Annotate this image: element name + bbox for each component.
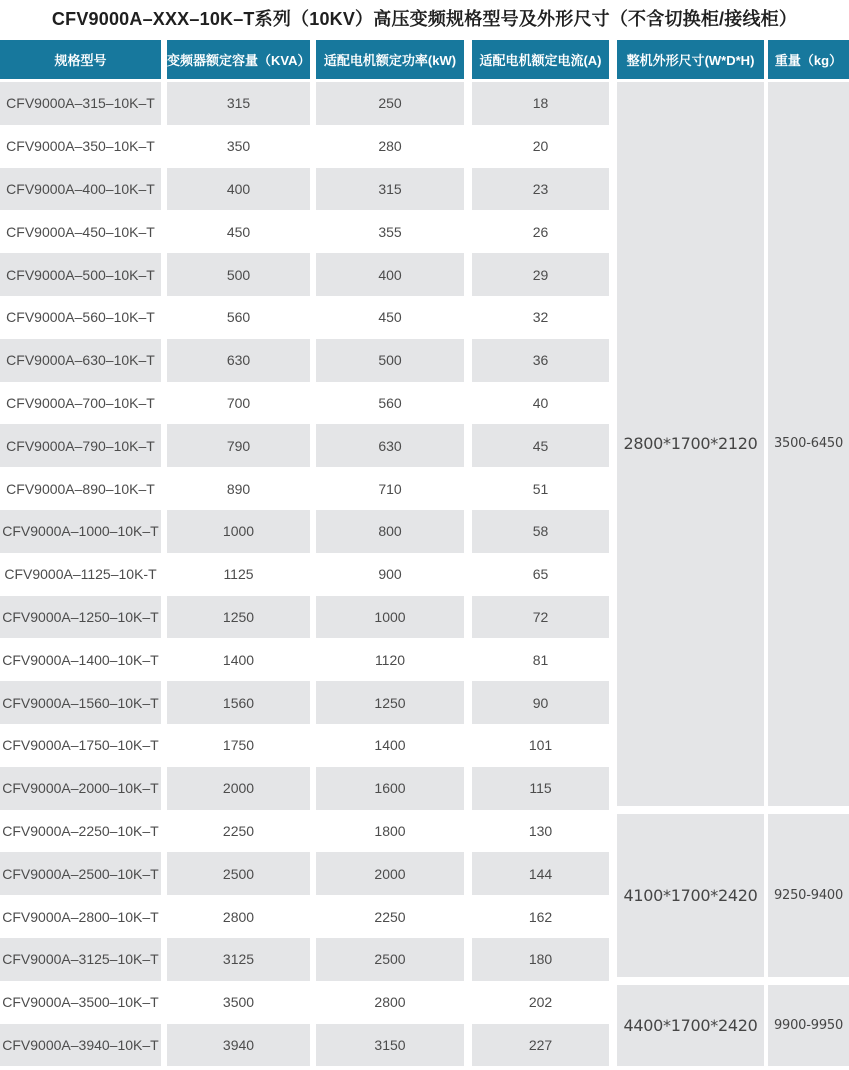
- model-cell: CFV9000A–2250–10K–T: [0, 810, 167, 853]
- power-cell: 1120: [316, 638, 472, 681]
- model-cell: CFV9000A–630–10K–T: [0, 339, 167, 382]
- capacity-cell: 2800: [167, 895, 316, 938]
- power-cell: 315: [316, 168, 472, 211]
- current-cell: 81: [472, 638, 617, 681]
- capacity-cell: 1750: [167, 724, 316, 767]
- model-cell: CFV9000A–500–10K–T: [0, 253, 167, 296]
- header-power: 适配电机额定功率(kW): [316, 40, 472, 82]
- power-cell: 3150: [316, 1024, 472, 1067]
- capacity-cell: 1250: [167, 596, 316, 639]
- capacity-cell: 700: [167, 382, 316, 425]
- model-cell: CFV9000A–790–10K–T: [0, 424, 167, 467]
- power-cell: 500: [316, 339, 472, 382]
- model-cell: CFV9000A–560–10K–T: [0, 296, 167, 339]
- capacity-cell: 3940: [167, 1024, 316, 1067]
- current-cell: 202: [472, 981, 617, 1024]
- current-cell: 115: [472, 767, 617, 810]
- model-cell: CFV9000A–350–10K–T: [0, 125, 167, 168]
- current-cell: 40: [472, 382, 617, 425]
- spec-table: [0, 40, 849, 1066]
- power-cell: 1800: [316, 810, 472, 853]
- power-cell: 900: [316, 553, 472, 596]
- power-cell: 630: [316, 424, 472, 467]
- weight-cell: 3500-6450: [768, 82, 849, 810]
- power-cell: 2500: [316, 938, 472, 981]
- current-cell: 51: [472, 467, 617, 510]
- capacity-cell: 2250: [167, 810, 316, 853]
- power-cell: 250: [316, 82, 472, 125]
- current-cell: 32: [472, 296, 617, 339]
- dimensions-cell: 4100*1700*2420: [617, 810, 768, 981]
- capacity-cell: 1560: [167, 681, 316, 724]
- dimensions-cell: 2800*1700*2120: [617, 82, 768, 810]
- model-cell: CFV9000A–450–10K–T: [0, 210, 167, 253]
- model-cell: CFV9000A–1250–10K–T: [0, 596, 167, 639]
- power-cell: 280: [316, 125, 472, 168]
- header-dimensions: 整机外形尺寸(W*D*H): [617, 40, 768, 82]
- table-header: [0, 40, 849, 82]
- model-cell: CFV9000A–1000–10K–T: [0, 510, 167, 553]
- header-row: [0, 40, 849, 82]
- power-cell: 800: [316, 510, 472, 553]
- current-cell: 72: [472, 596, 617, 639]
- model-cell: CFV9000A–1400–10K–T: [0, 638, 167, 681]
- current-cell: 162: [472, 895, 617, 938]
- model-cell: CFV9000A–1750–10K–T: [0, 724, 167, 767]
- capacity-cell: 1125: [167, 553, 316, 596]
- power-cell: 1000: [316, 596, 472, 639]
- model-cell: CFV9000A–890–10K–T: [0, 467, 167, 510]
- current-cell: 180: [472, 938, 617, 981]
- capacity-cell: 350: [167, 125, 316, 168]
- power-cell: 1250: [316, 681, 472, 724]
- current-cell: 36: [472, 339, 617, 382]
- current-cell: 101: [472, 724, 617, 767]
- dimensions-cell: 4400*1700*2420: [617, 981, 768, 1067]
- power-cell: 450: [316, 296, 472, 339]
- model-cell: CFV9000A–3500–10K–T: [0, 981, 167, 1024]
- capacity-cell: 3125: [167, 938, 316, 981]
- capacity-cell: 400: [167, 168, 316, 211]
- current-cell: 90: [472, 681, 617, 724]
- model-cell: CFV9000A–2000–10K–T: [0, 767, 167, 810]
- capacity-cell: 450: [167, 210, 316, 253]
- power-cell: 710: [316, 467, 472, 510]
- capacity-cell: 3500: [167, 981, 316, 1024]
- current-cell: 144: [472, 852, 617, 895]
- power-cell: 1600: [316, 767, 472, 810]
- table-row: [0, 82, 849, 125]
- table-row: [0, 981, 849, 1024]
- table-row: [0, 810, 849, 853]
- current-cell: 20: [472, 125, 617, 168]
- current-cell: 65: [472, 553, 617, 596]
- capacity-cell: 890: [167, 467, 316, 510]
- capacity-cell: 560: [167, 296, 316, 339]
- power-cell: 2000: [316, 852, 472, 895]
- weight-cell: 9900-9950: [768, 981, 849, 1067]
- power-cell: 355: [316, 210, 472, 253]
- header-weight: 重量（kg）: [768, 40, 849, 82]
- power-cell: 1400: [316, 724, 472, 767]
- current-cell: 58: [472, 510, 617, 553]
- power-cell: 560: [316, 382, 472, 425]
- table-body: [0, 82, 849, 1066]
- header-model: 规格型号: [0, 40, 167, 82]
- capacity-cell: 790: [167, 424, 316, 467]
- capacity-cell: 630: [167, 339, 316, 382]
- capacity-cell: 2500: [167, 852, 316, 895]
- current-cell: 18: [472, 82, 617, 125]
- capacity-cell: 315: [167, 82, 316, 125]
- header-current: 适配电机额定电流(A): [472, 40, 617, 82]
- model-cell: CFV9000A–1125–10K-T: [0, 553, 167, 596]
- current-cell: 23: [472, 168, 617, 211]
- current-cell: 29: [472, 253, 617, 296]
- page-title: CFV9000A–XXX–10K–T系列（10KV）高压变频规格型号及外形尺寸（不含切换柜/接线柜）: [51, 9, 798, 29]
- capacity-cell: 2000: [167, 767, 316, 810]
- model-cell: CFV9000A–700–10K–T: [0, 382, 167, 425]
- model-cell: CFV9000A–1560–10K–T: [0, 681, 167, 724]
- current-cell: 130: [472, 810, 617, 853]
- model-cell: CFV9000A–2800–10K–T: [0, 895, 167, 938]
- weight-cell: 9250-9400: [768, 810, 849, 981]
- power-cell: 400: [316, 253, 472, 296]
- power-cell: 2800: [316, 981, 472, 1024]
- current-cell: 26: [472, 210, 617, 253]
- capacity-cell: 1400: [167, 638, 316, 681]
- current-cell: 227: [472, 1024, 617, 1067]
- model-cell: CFV9000A–315–10K–T: [0, 82, 167, 125]
- model-cell: CFV9000A–3125–10K–T: [0, 938, 167, 981]
- capacity-cell: 500: [167, 253, 316, 296]
- power-cell: 2250: [316, 895, 472, 938]
- header-capacity: 变频器额定容量（KVA）: [167, 40, 316, 82]
- model-cell: CFV9000A–2500–10K–T: [0, 852, 167, 895]
- model-cell: CFV9000A–400–10K–T: [0, 168, 167, 211]
- capacity-cell: 1000: [167, 510, 316, 553]
- model-cell: CFV9000A–3940–10K–T: [0, 1024, 167, 1067]
- current-cell: 45: [472, 424, 617, 467]
